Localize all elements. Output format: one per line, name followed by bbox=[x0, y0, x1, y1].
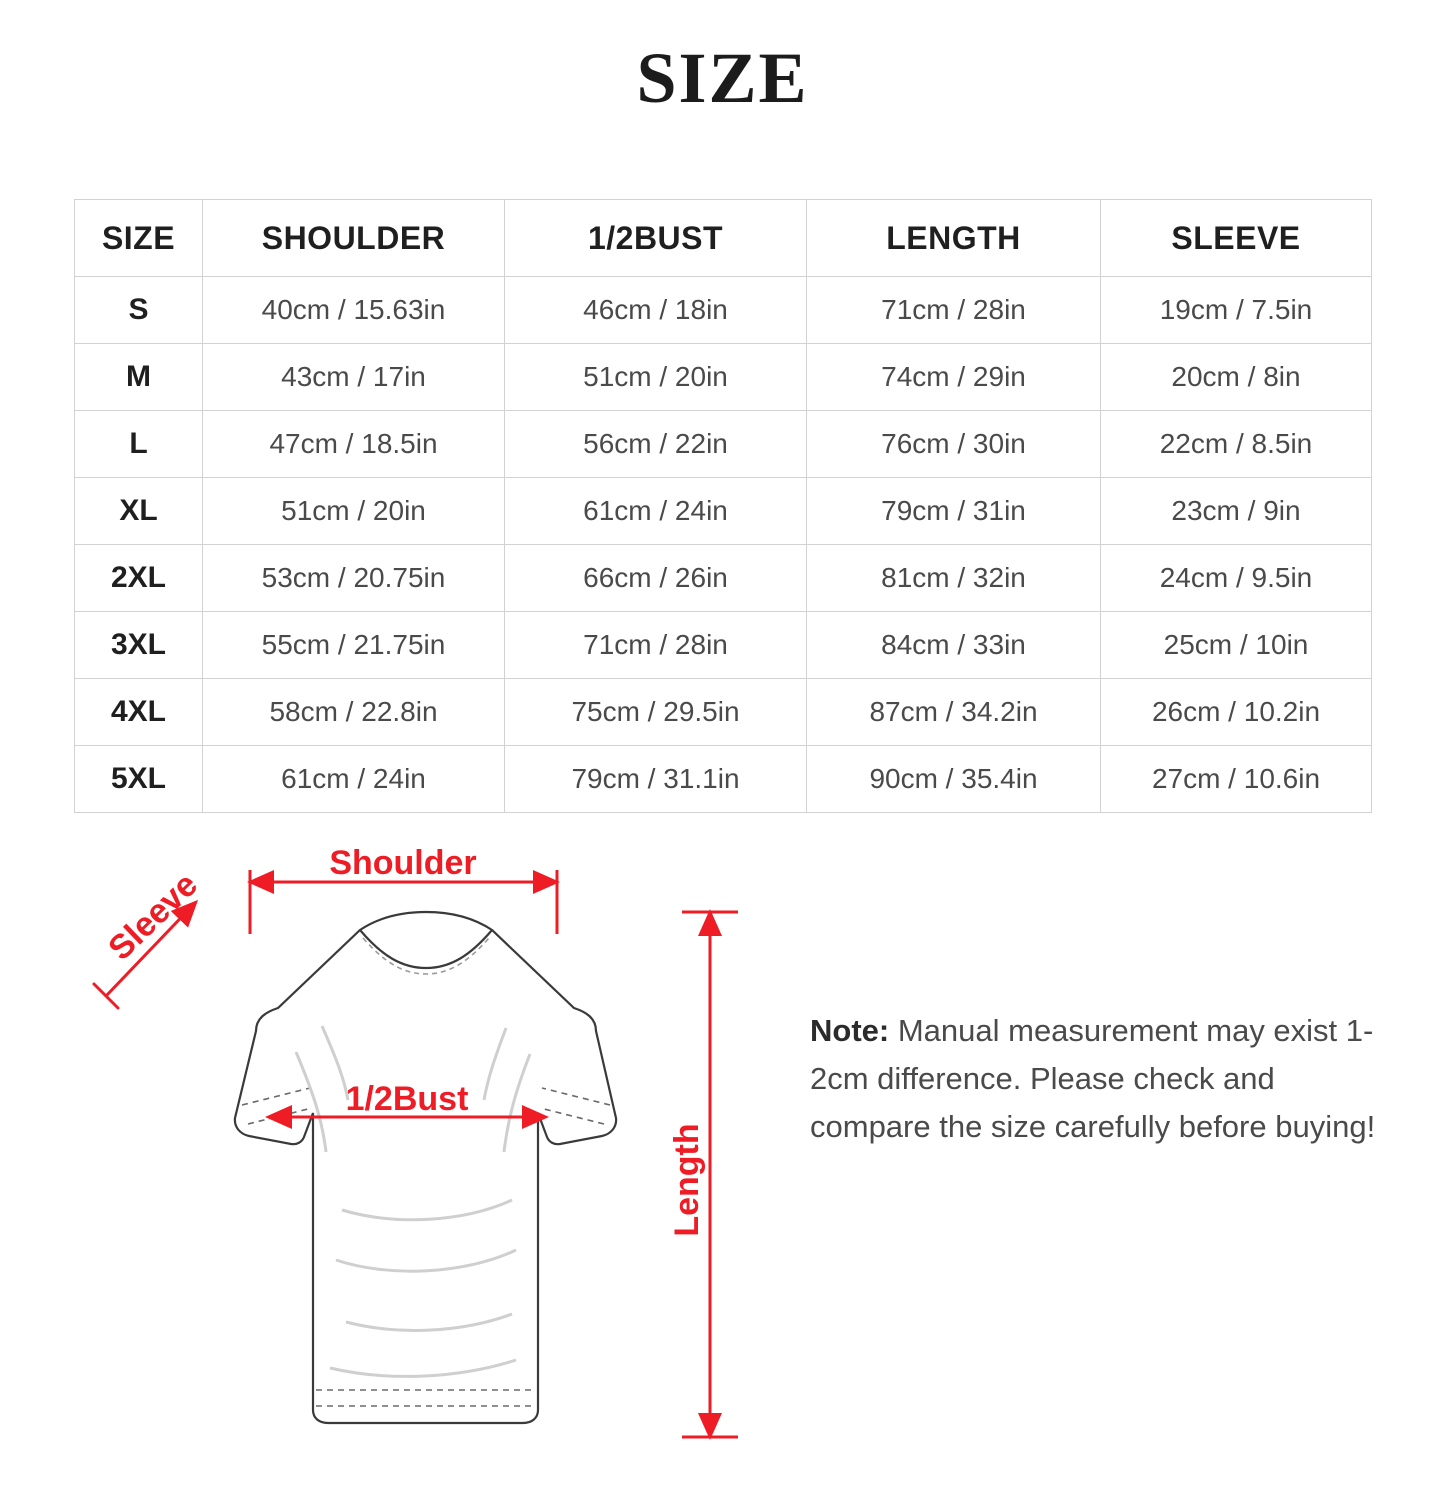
table-row bbox=[75, 344, 1372, 411]
cell-sleeve: 20cm / 8in bbox=[1101, 344, 1372, 411]
column-header-bust: 1/2BUST bbox=[505, 200, 807, 277]
cell-bust: 46cm / 18in bbox=[505, 277, 807, 344]
cell-bust: 51cm / 20in bbox=[505, 344, 807, 411]
cell-bust: 61cm / 24in bbox=[505, 478, 807, 545]
label-sleeve: Sleeve bbox=[101, 865, 206, 968]
label-half-bust: 1/2Bust bbox=[345, 1080, 469, 1118]
label-shoulder: Shoulder bbox=[329, 844, 477, 882]
note-label: Note: bbox=[810, 1013, 890, 1048]
cell-shoulder: 40cm / 15.63in bbox=[203, 277, 505, 344]
cell-length: 71cm / 28in bbox=[807, 277, 1101, 344]
cell-sleeve: 22cm / 8.5in bbox=[1101, 411, 1372, 478]
cell-length: 87cm / 34.2in bbox=[807, 679, 1101, 746]
tshirt-measurement-diagram bbox=[60, 822, 800, 1462]
table-header-row bbox=[75, 200, 1372, 277]
cell-length: 84cm / 33in bbox=[807, 612, 1101, 679]
column-header-size: SIZE bbox=[75, 200, 203, 277]
cell-length: 74cm / 29in bbox=[807, 344, 1101, 411]
column-header-length: LENGTH bbox=[807, 200, 1101, 277]
cell-length: 79cm / 31in bbox=[807, 478, 1101, 545]
cell-shoulder: 51cm / 20in bbox=[203, 478, 505, 545]
cell-sleeve: 27cm / 10.6in bbox=[1101, 746, 1372, 813]
table-row bbox=[75, 746, 1372, 813]
table-row bbox=[75, 411, 1372, 478]
note-text bbox=[810, 1007, 1390, 1151]
cell-sleeve: 25cm / 10in bbox=[1101, 612, 1372, 679]
cell-sleeve: 19cm / 7.5in bbox=[1101, 277, 1372, 344]
cell-sleeve: 23cm / 9in bbox=[1101, 478, 1372, 545]
cell-size: 5XL bbox=[75, 746, 203, 813]
table-row bbox=[75, 612, 1372, 679]
cell-length: 76cm / 30in bbox=[807, 411, 1101, 478]
cell-shoulder: 43cm / 17in bbox=[203, 344, 505, 411]
column-header-sleeve: SLEEVE bbox=[1101, 200, 1372, 277]
page-title: SIZE bbox=[636, 38, 809, 118]
cell-length: 81cm / 32in bbox=[807, 545, 1101, 612]
label-length: Length bbox=[668, 1123, 706, 1237]
table-row bbox=[75, 277, 1372, 344]
cell-sleeve: 26cm / 10.2in bbox=[1101, 679, 1372, 746]
cell-bust: 75cm / 29.5in bbox=[505, 679, 807, 746]
cell-size: S bbox=[75, 277, 203, 344]
cell-sleeve: 24cm / 9.5in bbox=[1101, 545, 1372, 612]
cell-size: XL bbox=[75, 478, 203, 545]
table-row bbox=[75, 545, 1372, 612]
cell-size: 2XL bbox=[75, 545, 203, 612]
cell-length: 90cm / 35.4in bbox=[807, 746, 1101, 813]
cell-size: 4XL bbox=[75, 679, 203, 746]
column-header-shoulder: SHOULDER bbox=[203, 200, 505, 277]
cell-shoulder: 53cm / 20.75in bbox=[203, 545, 505, 612]
cell-shoulder: 61cm / 24in bbox=[203, 746, 505, 813]
cell-bust: 79cm / 31.1in bbox=[505, 746, 807, 813]
cell-size: 3XL bbox=[75, 612, 203, 679]
cell-size: L bbox=[75, 411, 203, 478]
cell-bust: 56cm / 22in bbox=[505, 411, 807, 478]
note-body: Manual measurement may exist 1-2cm difference. Please check and compare the size carefully before buying! bbox=[810, 1013, 1376, 1145]
table-row bbox=[75, 478, 1372, 545]
tshirt-illustration bbox=[235, 912, 616, 1423]
cell-shoulder: 47cm / 18.5in bbox=[203, 411, 505, 478]
size-chart-table bbox=[74, 199, 1371, 813]
cell-shoulder: 58cm / 22.8in bbox=[203, 679, 505, 746]
cell-size: M bbox=[75, 344, 203, 411]
table-row bbox=[75, 679, 1372, 746]
cell-bust: 71cm / 28in bbox=[505, 612, 807, 679]
cell-bust: 66cm / 26in bbox=[505, 545, 807, 612]
cell-shoulder: 55cm / 21.75in bbox=[203, 612, 505, 679]
